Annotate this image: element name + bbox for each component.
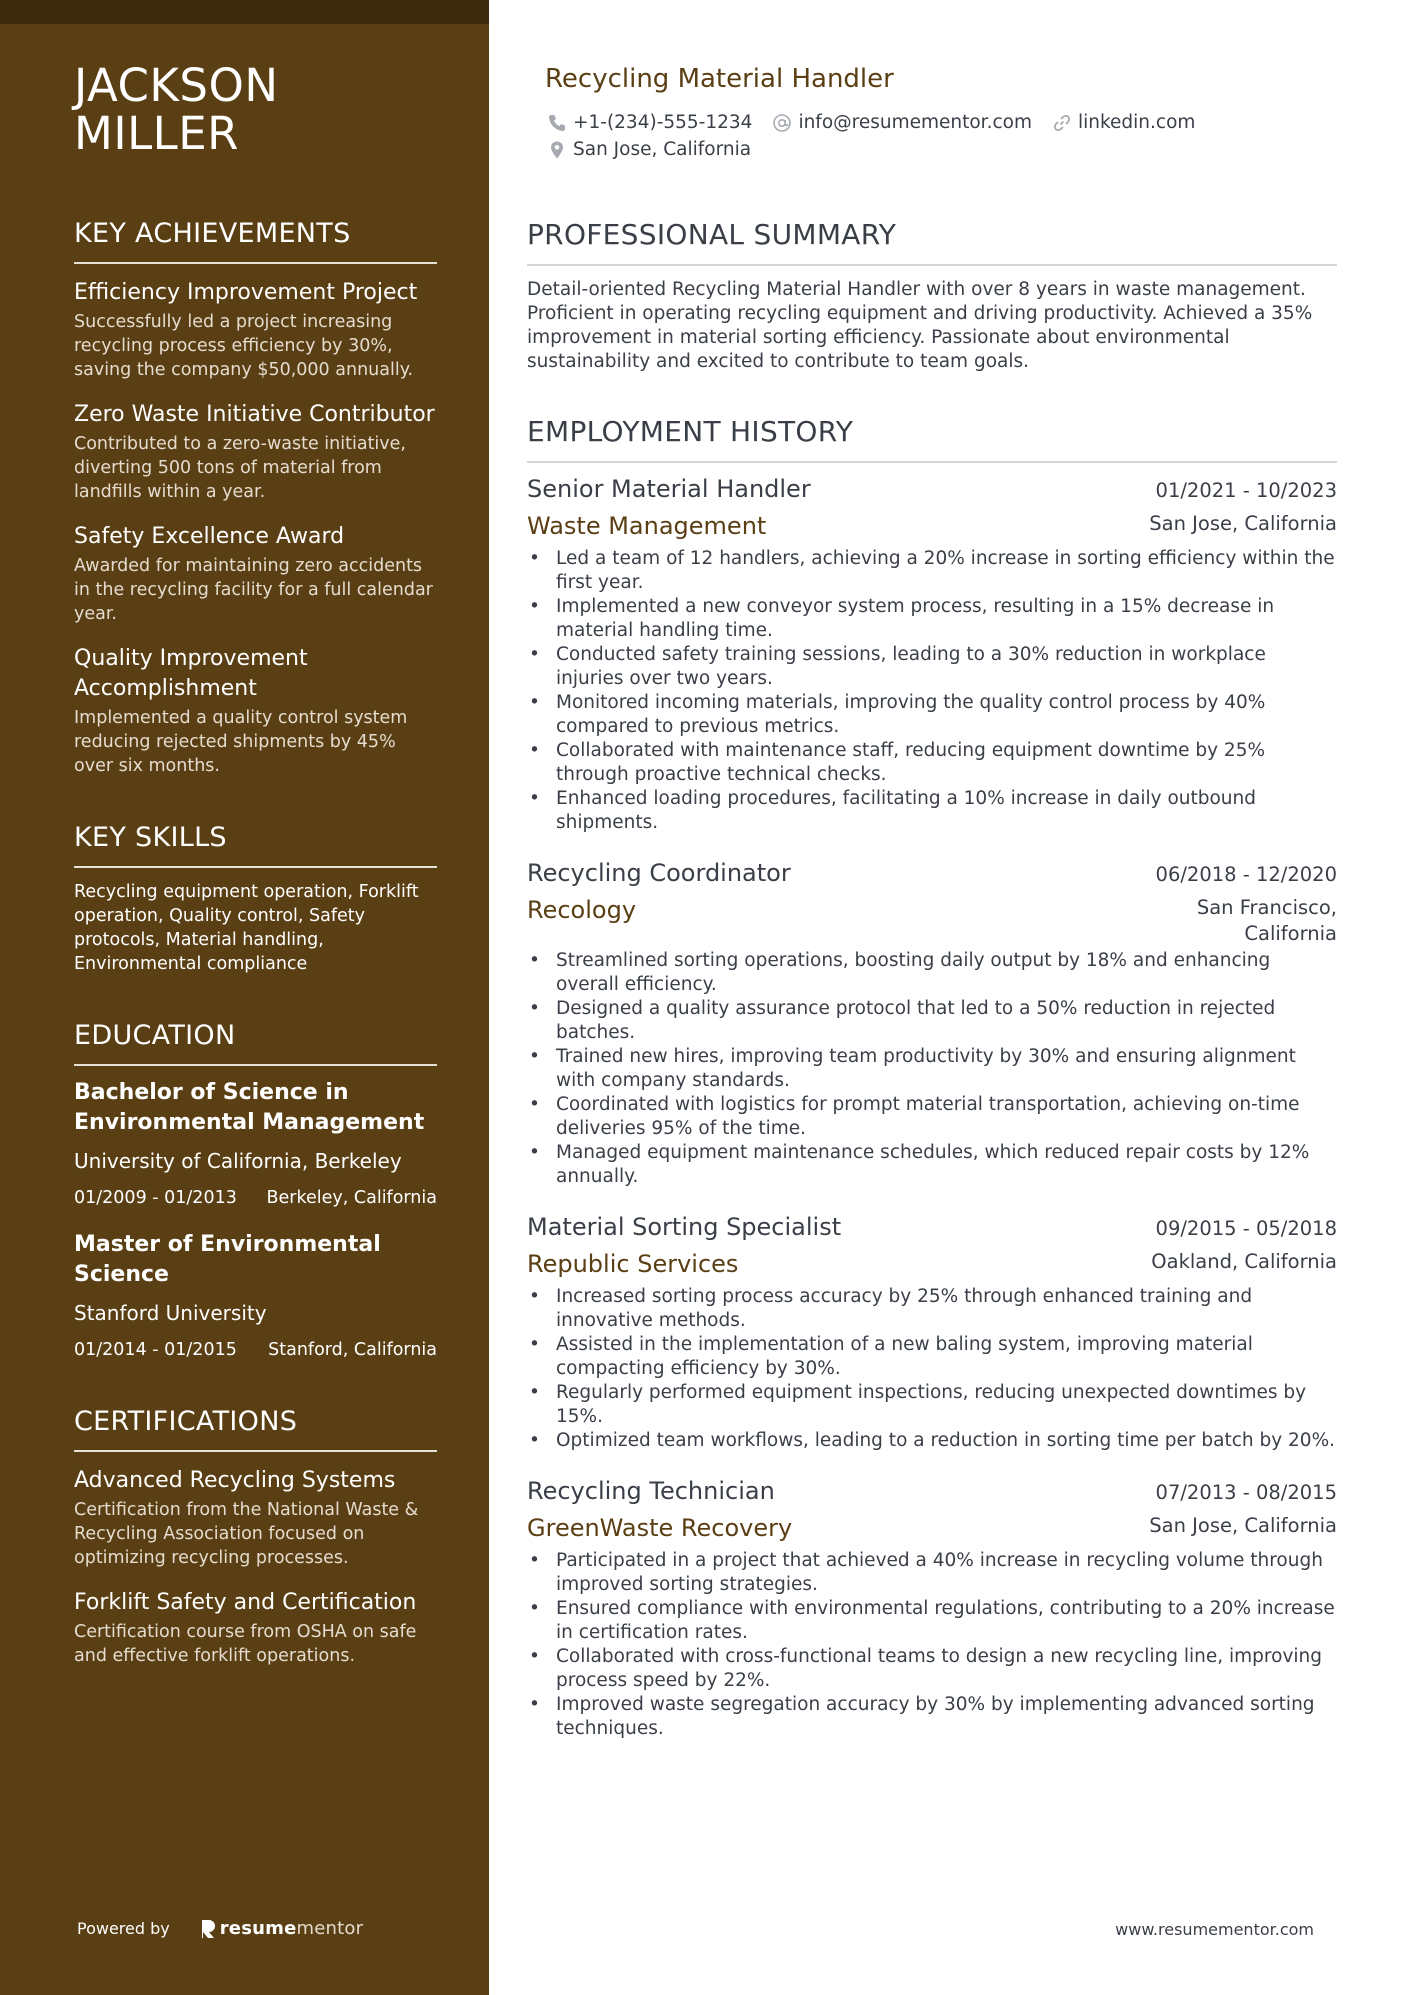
job-bullets xyxy=(527,1285,1337,1453)
headline-job-title: Recycling Material Handler xyxy=(545,64,894,94)
employment-title: EMPLOYMENT HISTORY xyxy=(527,415,1337,463)
skills-text: Recycling equipment operation, Forklift operation, Quality control, Safety protocols, Material handling, Environmental compliance xyxy=(74,882,419,974)
job-bullet: • Improved waste segregation accuracy by 30% by implementing advanced sorting techniques. xyxy=(527,1693,1337,1741)
certification-item xyxy=(74,1466,437,1570)
link-icon xyxy=(1052,113,1072,133)
resumementor-logo-icon xyxy=(200,1919,216,1939)
job-role: Senior Material Handler xyxy=(527,475,811,503)
certification-title: Advanced Recycling Systems xyxy=(74,1468,396,1493)
certification-desc: Certification course from OSHA on safe and effective forklift operations. xyxy=(74,1622,417,1666)
job-bullet: • Optimized team workflows, leading to a reduction in sorting time per batch by 20%. xyxy=(527,1429,1337,1453)
education-meta xyxy=(74,1338,437,1362)
job-location: Oakland, California xyxy=(1151,1250,1337,1273)
job-bullet: • Managed equipment maintenance schedules, which reduced repair costs by 12% annually. xyxy=(527,1141,1337,1189)
contact-row xyxy=(547,112,1215,133)
job-dates: 06/2018 - 12/2020 xyxy=(1155,863,1337,886)
job-bullet: • Designed a quality assurance protocol that led to a 50% reduction in rejected batches. xyxy=(527,997,1337,1045)
job-entry xyxy=(527,1211,1337,1453)
employment-section xyxy=(527,415,1337,1741)
brand-name-light: mentor xyxy=(296,1918,364,1939)
candidate-name xyxy=(74,59,437,160)
job-dates: 07/2013 - 08/2015 xyxy=(1155,1481,1337,1504)
job-location-line2: California xyxy=(1244,922,1337,945)
name-last: MILLER xyxy=(74,107,239,160)
job-location-line1: San Francisco, xyxy=(1196,896,1337,919)
job-role: Recycling Technician xyxy=(527,1477,775,1505)
job-entry xyxy=(527,473,1337,835)
summary-text: Detail-oriented Recycling Material Handler with over 8 years in waste management. Proficient in operating recycling equipment and driving productivity. Achieved a 35% improvement in material sorting efficiency. Passionate about environmental sustainability and excited to contribute to team goals. xyxy=(527,279,1313,372)
education-title: EDUCATION xyxy=(74,1020,437,1066)
job-bullet: • Conducted safety training sessions, leading to a 30% reduction in workplace injuries over two years. xyxy=(527,643,1337,691)
email-text: info@resumementor.com xyxy=(798,112,1032,133)
achievement-title: Quality Improvement Accomplishment xyxy=(74,646,308,701)
skills-section xyxy=(74,822,437,976)
education-section xyxy=(74,1020,437,1362)
achievement-item xyxy=(74,278,437,382)
job-bullets xyxy=(527,1549,1337,1741)
skills-title: KEY SKILLS xyxy=(74,822,437,868)
achievements-section xyxy=(74,218,437,778)
education-meta xyxy=(74,1186,437,1210)
summary-title: PROFESSIONAL SUMMARY xyxy=(527,218,1337,266)
job-bullets xyxy=(527,547,1337,835)
education-location: Stanford, California xyxy=(268,1340,437,1360)
job-dates: 09/2015 - 05/2018 xyxy=(1155,1217,1337,1240)
job-bullet: • Implemented a new conveyor system process, resulting in a 15% decrease in material handling time. xyxy=(527,595,1337,643)
at-icon xyxy=(772,113,792,133)
achievement-desc: Implemented a quality control system reducing rejected shipments by 45% over six months. xyxy=(74,708,408,776)
sidebar-top-bar xyxy=(0,0,489,24)
achievement-desc: Contributed to a zero-waste initiative, diverting 500 tons of material from landfills within a year. xyxy=(74,434,406,502)
education-location: Berkeley, California xyxy=(266,1188,437,1208)
job-bullet: • Streamlined sorting operations, boosting daily output by 18% and enhancing overall efficiency. xyxy=(527,949,1337,997)
job-bullet: • Participated in a project that achieved a 40% increase in recycling volume through improved sorting strategies. xyxy=(527,1549,1337,1597)
education-dates: 01/2009 - 01/2013 xyxy=(74,1188,237,1208)
job-location: San Jose, California xyxy=(1149,1514,1337,1537)
contact-email[interactable] xyxy=(772,112,1032,133)
location-pin-icon xyxy=(547,140,567,160)
location-text: San Jose, California xyxy=(573,139,752,160)
contact-row xyxy=(547,139,771,160)
brand-logo[interactable] xyxy=(200,1918,363,1939)
job-entry xyxy=(527,1475,1337,1741)
education-school: Stanford University xyxy=(74,1301,267,1325)
job-bullet: • Ensured compliance with environmental regulations, contributing to a 20% increase in certification rates. xyxy=(527,1597,1337,1645)
achievement-title: Zero Waste Initiative Contributor xyxy=(74,402,435,427)
education-degree: Bachelor of Science in Environmental Management xyxy=(74,1080,425,1135)
powered-by xyxy=(77,1918,363,1939)
job-entry xyxy=(527,857,1337,1189)
achievement-title: Efficiency Improvement Project xyxy=(74,280,418,305)
job-bullet: • Coordinated with logistics for prompt material transportation, achieving on-time deliveries 95% of the time. xyxy=(527,1093,1337,1141)
achievement-desc: Awarded for maintaining zero accidents in the recycling facility for a full calendar year. xyxy=(74,556,433,624)
phone-icon xyxy=(547,113,567,133)
certification-item xyxy=(74,1588,437,1668)
certifications-title: CERTIFICATIONS xyxy=(74,1406,437,1452)
name-first: JACKSON xyxy=(74,59,279,112)
certifications-section xyxy=(74,1406,437,1668)
job-company: Recology xyxy=(527,896,637,924)
job-bullet: • Collaborated with cross-functional teams to design a new recycling line, improving process speed by 22%. xyxy=(527,1645,1337,1693)
sidebar-content xyxy=(74,59,437,1668)
phone-text: +1-(234)-555-1234 xyxy=(573,112,753,133)
contact-location xyxy=(547,139,751,160)
job-company: GreenWaste Recovery xyxy=(527,1514,793,1542)
job-role: Recycling Coordinator xyxy=(527,859,791,887)
footer-website[interactable]: www.resumementor.com xyxy=(1115,1920,1314,1939)
contact-linkedin[interactable] xyxy=(1052,112,1195,133)
job-bullets xyxy=(527,949,1337,1189)
job-company: Republic Services xyxy=(527,1250,739,1278)
achievements-title: KEY ACHIEVEMENTS xyxy=(74,218,437,264)
job-company: Waste Management xyxy=(527,512,767,540)
job-bullet: • Increased sorting process accuracy by 25% through enhanced training and innovative methods. xyxy=(527,1285,1337,1333)
job-bullet: • Led a team of 12 handlers, achieving a 20% increase in sorting efficiency within the first year. xyxy=(527,547,1337,595)
education-dates: 01/2014 - 01/2015 xyxy=(74,1340,237,1360)
brand-name-bold: resume xyxy=(219,1918,297,1939)
job-bullet: • Regularly performed equipment inspections, reducing unexpected downtimes by 15%. xyxy=(527,1381,1337,1429)
education-item xyxy=(74,1078,437,1210)
certification-title: Forklift Safety and Certification xyxy=(74,1590,417,1615)
job-location xyxy=(1197,895,1337,947)
education-degree: Master of Environmental Science xyxy=(74,1232,381,1287)
job-role: Material Sorting Specialist xyxy=(527,1213,842,1241)
achievement-item xyxy=(74,400,437,504)
summary-section xyxy=(527,218,1337,374)
job-bullet: • Enhanced loading procedures, facilitating a 10% increase in daily outbound shipments. xyxy=(527,787,1337,835)
powered-by-label: Powered by xyxy=(77,1919,170,1938)
achievement-title: Safety Excellence Award xyxy=(74,524,345,549)
job-bullet: • Assisted in the implementation of a new baling system, improving material compacting efficiency by 30%. xyxy=(527,1333,1337,1381)
education-item xyxy=(74,1230,437,1362)
linkedin-text: linkedin.com xyxy=(1077,112,1196,133)
job-bullet: • Collaborated with maintenance staff, reducing equipment downtime by 25% through proactive technical checks. xyxy=(527,739,1337,787)
job-bullet: • Trained new hires, improving team productivity by 30% and ensuring alignment with company standards. xyxy=(527,1045,1337,1093)
sidebar xyxy=(0,0,489,1995)
contact-phone[interactable] xyxy=(547,112,752,133)
job-location: San Jose, California xyxy=(1149,512,1337,535)
achievement-item xyxy=(74,522,437,626)
job-bullet: • Monitored incoming materials, improving the quality control process by 40% compared to previous metrics. xyxy=(527,691,1337,739)
achievement-desc: Successfully led a project increasing recycling process efficiency by 30%, saving the company $50,000 annually. xyxy=(74,312,414,380)
job-dates: 01/2021 - 10/2023 xyxy=(1155,479,1337,502)
certification-desc: Certification from the National Waste & Recycling Association focused on optimizing recycling processes. xyxy=(74,1500,419,1568)
education-school: University of California, Berkeley xyxy=(74,1149,402,1173)
achievement-item xyxy=(74,644,437,778)
